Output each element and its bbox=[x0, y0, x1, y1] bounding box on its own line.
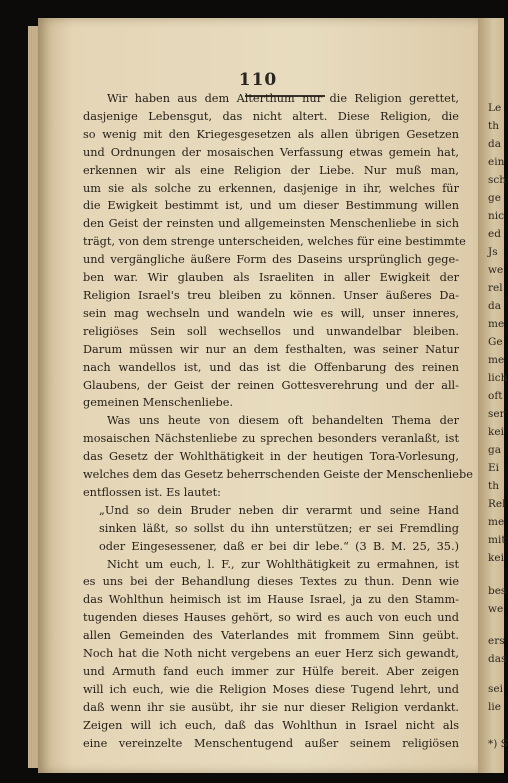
facing-page-fragment: we bbox=[488, 603, 504, 615]
text-line: daß wenn ihr sie ausübt, ihr sie nur dieser Religion verdankt. bbox=[83, 700, 459, 714]
text-line: um sie als solche zu erkennen, dasjenige in ihr, welches für bbox=[83, 181, 459, 195]
facing-page-fragment: me bbox=[488, 318, 505, 330]
text-line: Glaubens, der Geist der reinen Gottesverehrung und der all- bbox=[83, 378, 459, 392]
facing-page-fragment: lich bbox=[488, 372, 508, 384]
quote-line: sinken läßt, so sollst du ihn unterstützen; er sei Fremdling bbox=[99, 521, 459, 535]
text-line: Was uns heute von diesem oft behandelten Thema der bbox=[107, 414, 459, 428]
text-line: so wenig mit den Kriegesgesetzen als allen übrigen Gesetzen bbox=[83, 127, 459, 141]
facing-page-fragment: ga bbox=[488, 444, 501, 456]
facing-page-fragment: ge bbox=[488, 192, 501, 204]
text-line: und vergängliche äußere Form des Daseins ursprünglich gege- bbox=[83, 253, 459, 267]
text-line: und Ordnungen der mosaischen Verfassung etwas gemein hat, bbox=[83, 145, 459, 159]
text-line: welches dem das Gesetz beherrschenden Geiste der Menschenliebe bbox=[83, 468, 473, 482]
text-line: dasjenige Lebensgut, das nicht altert. Diese Religion, die bbox=[83, 109, 459, 123]
text-line: eine vereinzelte Menschentugend außer seinem religiösen bbox=[83, 736, 459, 750]
text-line: das Wohlthun heimisch ist im Hause Israel, ja zu den Stamm- bbox=[83, 593, 459, 607]
body-text bbox=[83, 90, 473, 753]
text-line: tugenden dieses Hauses gehört, so wird es auch von euch und bbox=[83, 611, 459, 625]
text-line: sein mag wechseln und wandeln wie es will, unser inneres, bbox=[83, 306, 459, 320]
facing-page-fragment: Js bbox=[488, 246, 498, 258]
text-line: die Ewigkeit bestimmt ist, und um dieser Bestimmung willen bbox=[83, 199, 459, 213]
facing-page-fragment: ed bbox=[488, 228, 501, 240]
facing-page-fragment: da bbox=[488, 300, 501, 312]
facing-page-fragment: me bbox=[488, 516, 505, 528]
text-line: Zeigen will ich euch, daß das Wohlthun in Israel nicht als bbox=[83, 718, 459, 732]
text-line: das Gesetz der Wohlthätigkeit in der heutigen Tora-Vorlesung, bbox=[83, 450, 459, 464]
facing-page-fragment: Le bbox=[488, 102, 502, 114]
text-line: nach wandellos ist, und das ist die Offenbarung des reinen bbox=[83, 360, 459, 374]
text-line: allen Gemeinden des Vaterlandes mit frommem Sinn geübt. bbox=[83, 629, 459, 643]
facing-page-fragment: th bbox=[488, 120, 499, 132]
facing-page-fragment: ein bbox=[488, 156, 505, 168]
facing-page-fragment: Ge bbox=[488, 336, 503, 348]
text-line: trägt, von dem strenge unterscheiden, welches für eine bestimmte bbox=[83, 235, 466, 249]
facing-page-fragment: th bbox=[488, 480, 499, 492]
facing-page-fragment: mit bbox=[488, 534, 506, 546]
facing-page-fragment: Ei bbox=[488, 462, 500, 474]
facing-page-fragment: oft bbox=[488, 390, 503, 402]
quote-line: oder Eingesessener, daß er bei dir lebe.“ (3 B. M. 25, 35.) bbox=[99, 539, 459, 553]
text-line: religiöses Sein soll wechsellos und unwandelbar bleiben. bbox=[83, 324, 459, 338]
text-line: gemeinen Menschenliebe. bbox=[83, 396, 234, 410]
text-line: und Armuth fand euch immer zur Hülfe bereit. Aber zeigen bbox=[83, 665, 459, 678]
facing-page-fragment: kei bbox=[488, 426, 504, 438]
text-line: will ich euch, wie die Religion Moses diese Tugend lehrt, und bbox=[83, 682, 459, 696]
facing-page-fragment: sch bbox=[488, 174, 507, 186]
facing-page-fragment: ers bbox=[488, 635, 505, 647]
facing-page-fragment: sei bbox=[488, 683, 503, 695]
text-line: Darum müssen wir nur an dem festhalten, was seiner Natur bbox=[83, 342, 459, 356]
facing-page-fragment: me bbox=[488, 354, 505, 366]
text-line: ben war. Wir glauben als Israeliten in aller Ewigkeit der bbox=[83, 271, 459, 285]
text-line: mosaischen Nächstenliebe zu sprechen besonders veranlaßt, ist bbox=[83, 432, 459, 446]
facing-page-fragment: lie bbox=[488, 701, 501, 713]
facing-page-fragment: ser bbox=[488, 408, 505, 420]
facing-page-fragment: we bbox=[488, 264, 504, 276]
facing-page-fragment: Rel bbox=[488, 498, 506, 510]
page-number: 110 bbox=[238, 70, 278, 90]
facing-page-footnote-fragment: *) S bbox=[488, 738, 508, 750]
facing-page-fragment: bes bbox=[488, 585, 507, 597]
text-line: erkennen wir als eine Religion der Liebe. Nur muß man, bbox=[83, 163, 459, 177]
facing-page-fragment: kei bbox=[488, 552, 504, 564]
text-line: Nicht um euch, l. F., zur Wohlthätigkeit zu ermahnen, ist bbox=[107, 557, 459, 571]
text-line: Religion Israel's treu bleiben zu können. Unser äußeres Da- bbox=[83, 288, 459, 302]
quote-line: „Und so dein Bruder neben dir verarmt und seine Hand bbox=[99, 503, 459, 517]
text-line: Noch hat die Noth nicht vergebens an euer Herz sich gewandt, bbox=[83, 647, 459, 661]
text-line: es uns bei der Behandlung dieses Textes zu thun. Denn wie bbox=[83, 575, 459, 589]
text-line: Wir haben aus dem Alterthum nur die Religion gerettet, bbox=[107, 92, 459, 105]
facing-page-fragment: nic bbox=[488, 210, 505, 222]
facing-page-fragment: rel bbox=[488, 282, 503, 294]
facing-page-fragment: da bbox=[488, 138, 501, 150]
facing-page-fragment: das bbox=[488, 653, 507, 665]
text-line: den Geist der reinsten und allgemeinsten Menschenliebe in sich bbox=[83, 217, 459, 231]
text-line: entflossen ist. Es lautet: bbox=[83, 485, 221, 499]
facing-page-strip bbox=[478, 18, 508, 773]
